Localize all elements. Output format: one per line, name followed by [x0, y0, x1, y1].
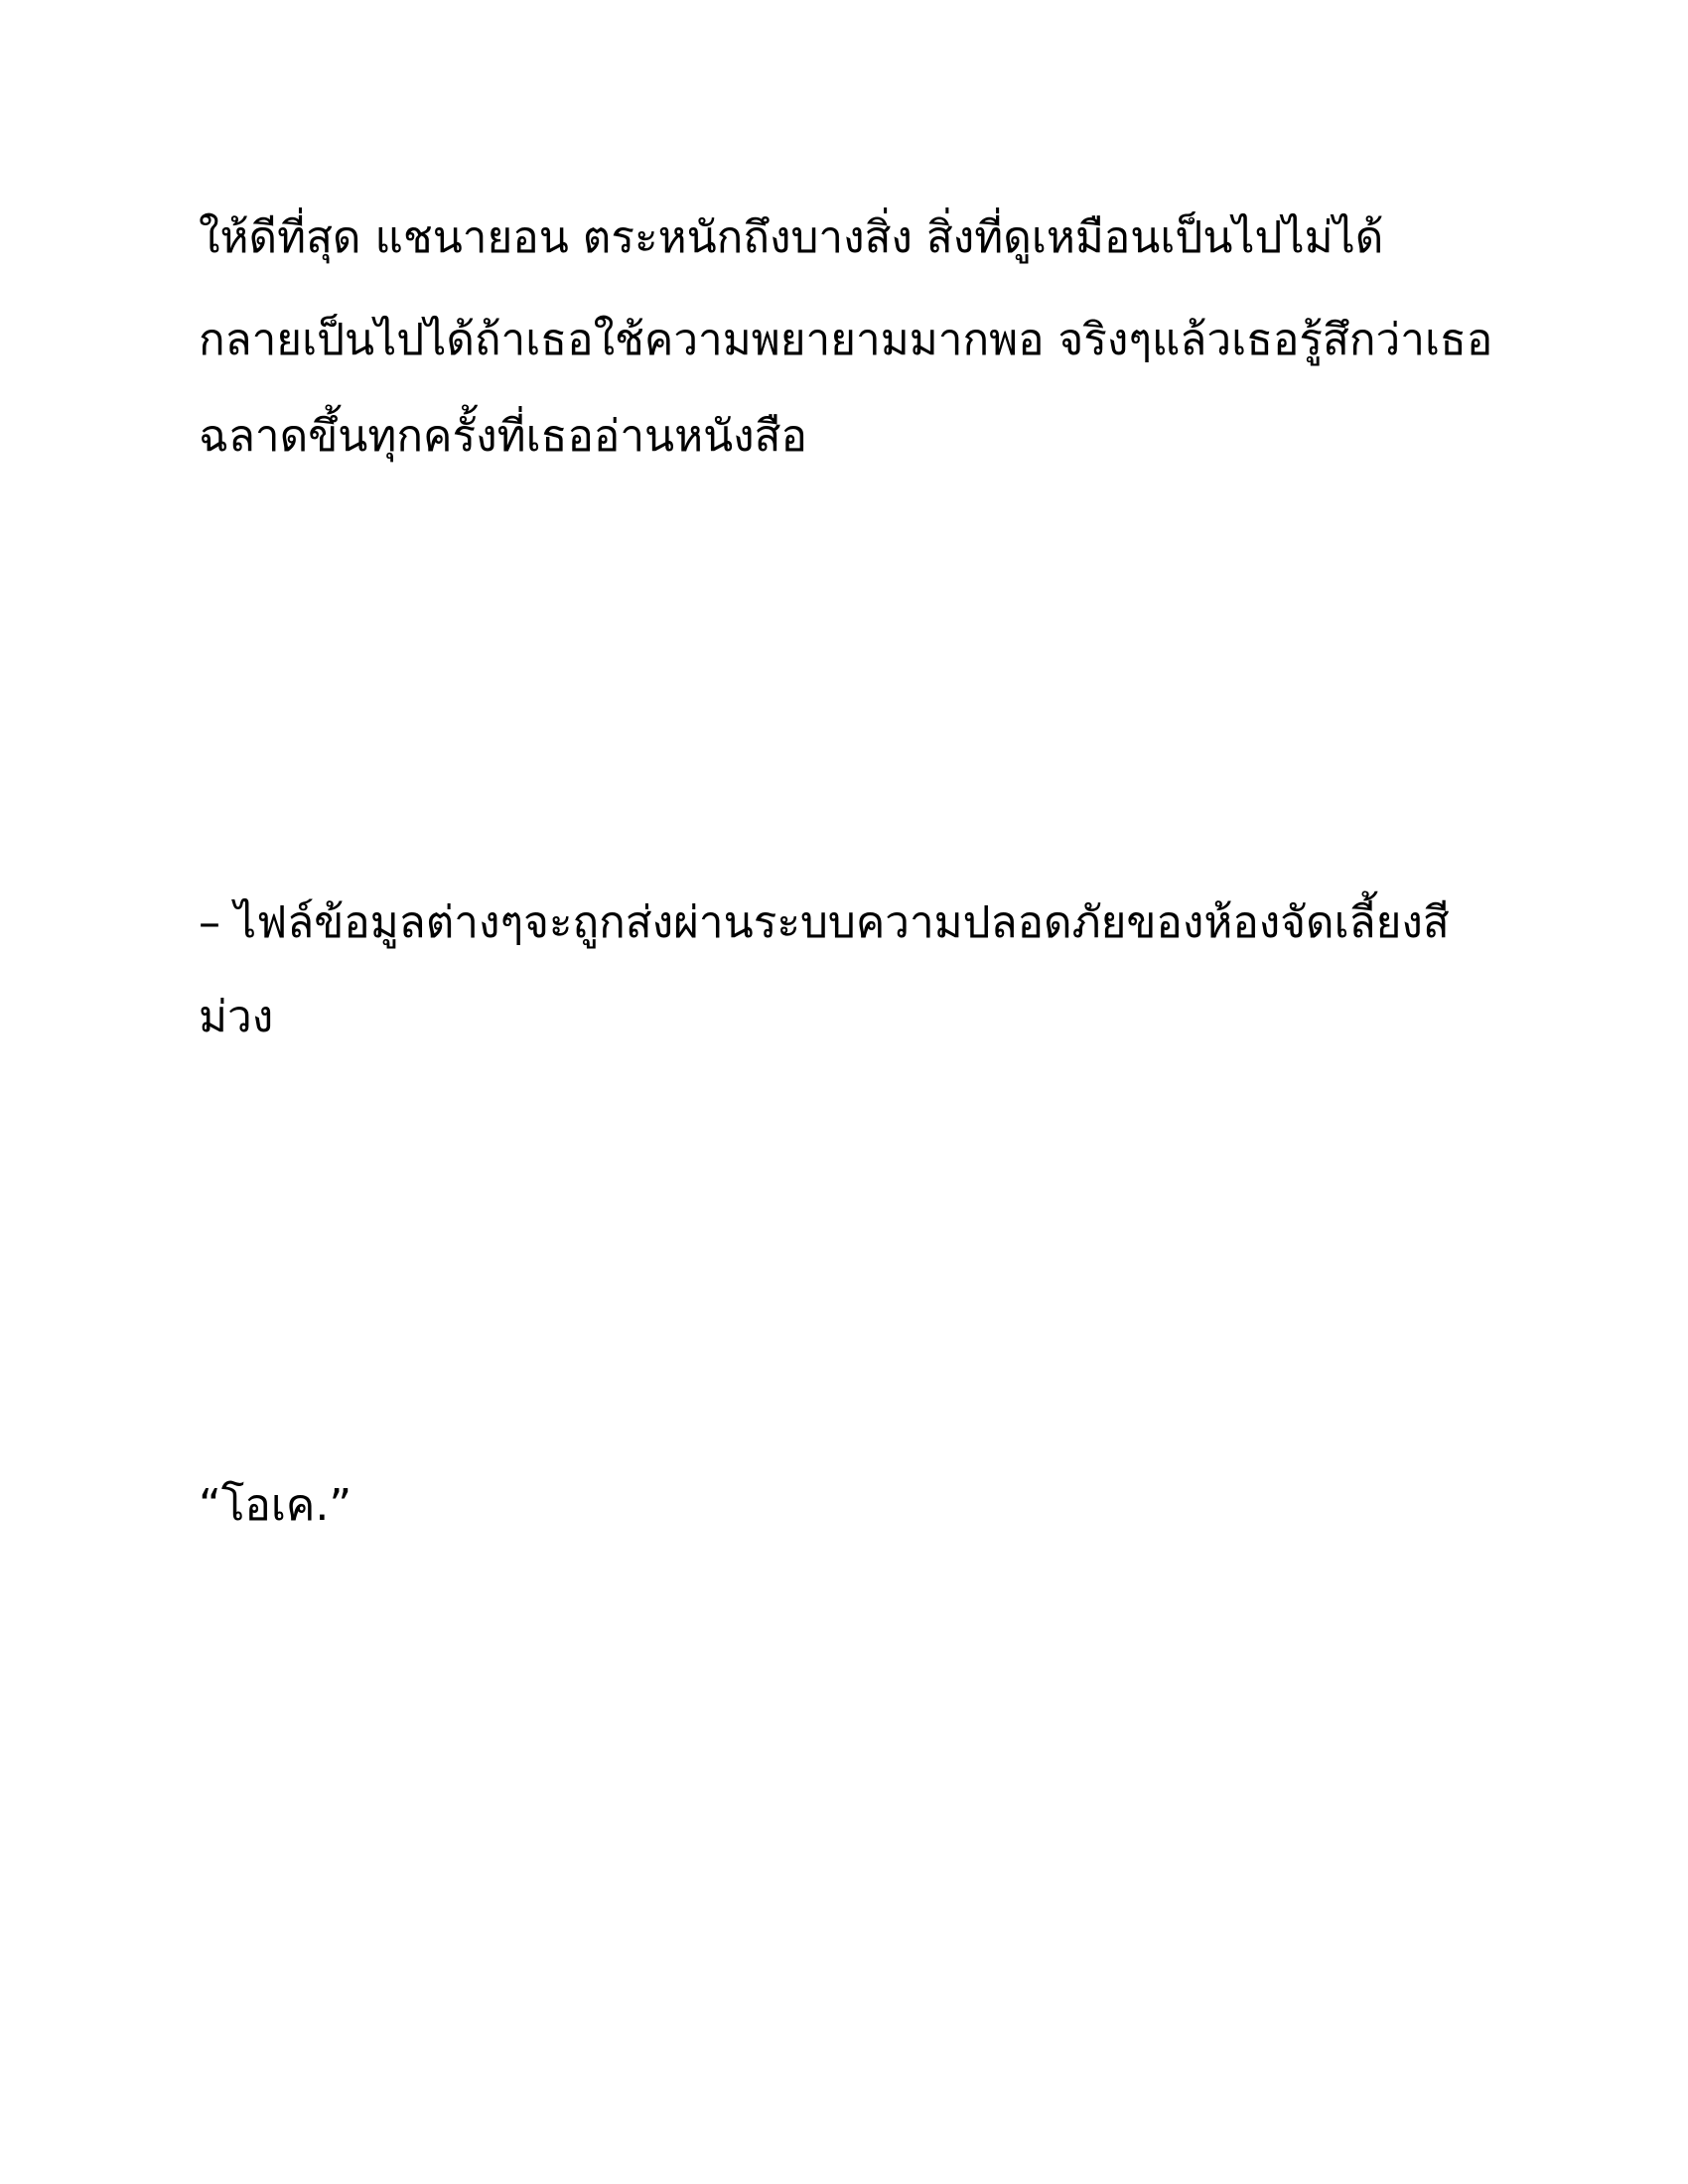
text-line: – ไฟล์ข้อมูลต่างๆจะถูกส่งผ่านระบบความปลอดภัยของห้องจัดเลี้ยงสี: [199, 897, 1450, 948]
text-line: ให้ดีที่สุด แชนายอน ตระหนักถึงบางสิ่ง สิ่งที่ดูเหมือนเป็นไปไม่ได้: [199, 212, 1384, 263]
text-line: กลายเป็นไปได้ถ้าเธอใช้ความพยายามมากพอ จริงๆแล้วเธอรู้สึกว่าเธอ: [199, 315, 1493, 365]
text-line: “โอเค.”: [199, 1480, 352, 1531]
text-line: ฉลาดขึ้นทุกครั้งที่เธออ่านหนังสือ: [199, 411, 807, 462]
text-line: ม่วง: [199, 992, 274, 1042]
